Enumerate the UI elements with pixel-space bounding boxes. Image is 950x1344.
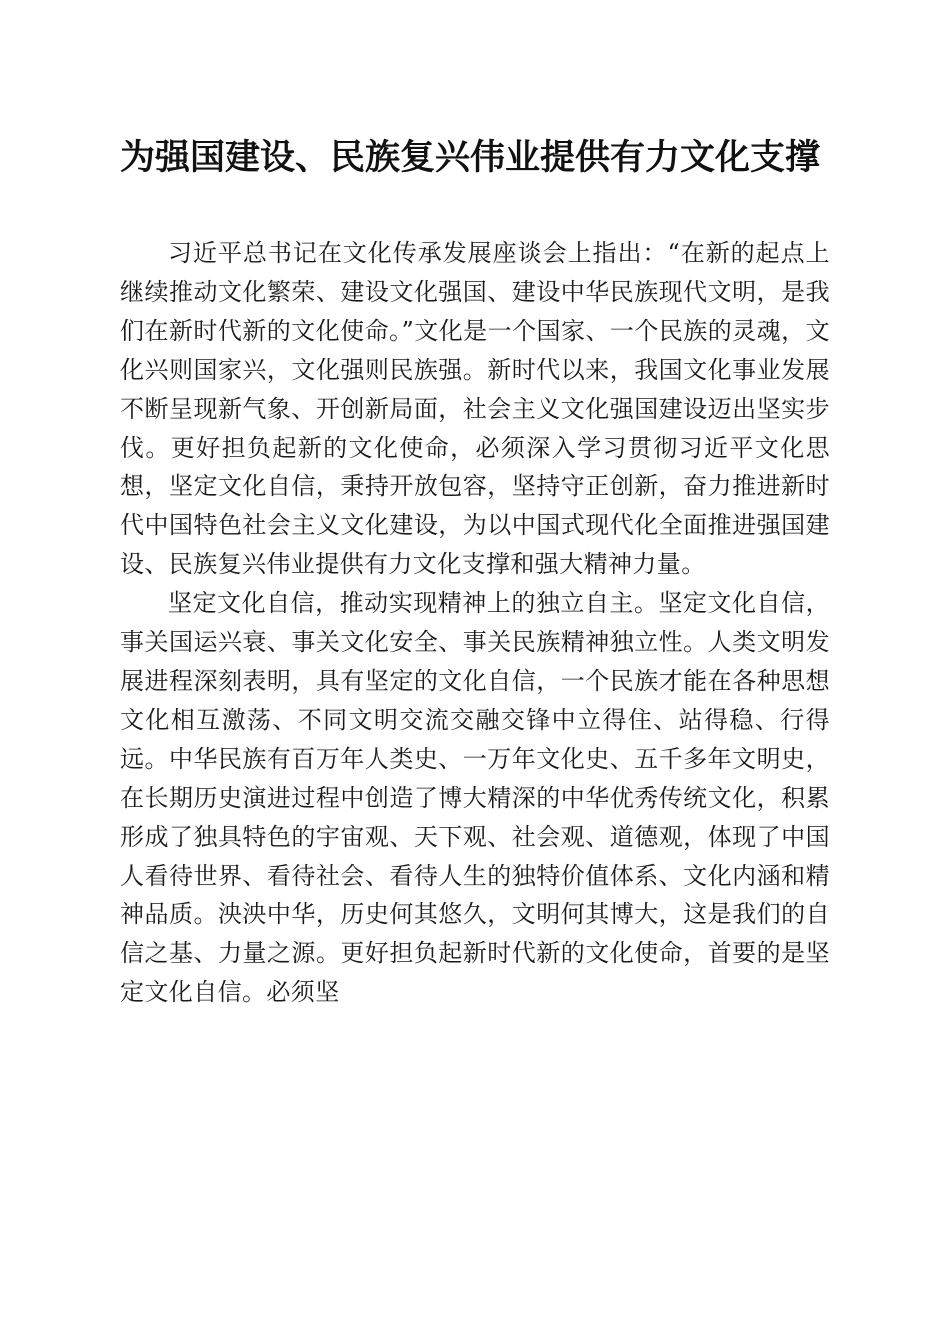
document-body	[120, 234, 830, 1244]
paragraph-1: 习近平总书记在文化传承发展座谈会上指出：“在新的起点上继续推动文化繁荣、建设文化强国、建设中华民族现代文明，是我们在新时代新的文化使命。”文化是一个国家、一个民族的灵魂，文化兴则国家兴，文化强则民族强。新时代以来，我国文化事业发展不断呈现新气象、开创新局面，社会主义文化强国建设迈出坚实步伐。更好担负起新的文化使命，必须深入学习贯彻习近平文化思想，坚定文化自信，秉持开放包容，坚持守正创新，奋力推进新时代中国特色社会主义文化建设，为以中国式现代化全面推进强国建设、民族复兴伟业提供有力文化支撑和强大精神力量。	[120, 239, 830, 579]
document-title: 为强国建设、民族复兴伟业提供有力文化支撑	[119, 137, 820, 178]
paragraph-2: 坚定文化自信，推动实现精神上的独立自主。坚定文化自信，事关国运兴衰、事关文化安全、事关民族精神独立性。人类文明发展进程深刻表明，具有坚定的文化自信，一个民族才能在各种思想文化相互激荡、不同文明交流交融交锋中立得住、站得稳、行得远。中华民族有百万年人类史、一万年文化史、五千多年文明史，在长期历史演进过程中创造了博大精深的中华优秀传统文化，积累形成了独具特色的宇宙观、天下观、社会观、道德观，体现了中国人看待世界、看待社会、看待人生的独特价值体系、文化内涵和精神品质。泱泱中华，历史何其悠久，文明何其博大，这是我们的自信之基、力量之源。更好担负起新时代新的文化使命，首要的是坚定文化自信。必须坚	[120, 589, 830, 1007]
